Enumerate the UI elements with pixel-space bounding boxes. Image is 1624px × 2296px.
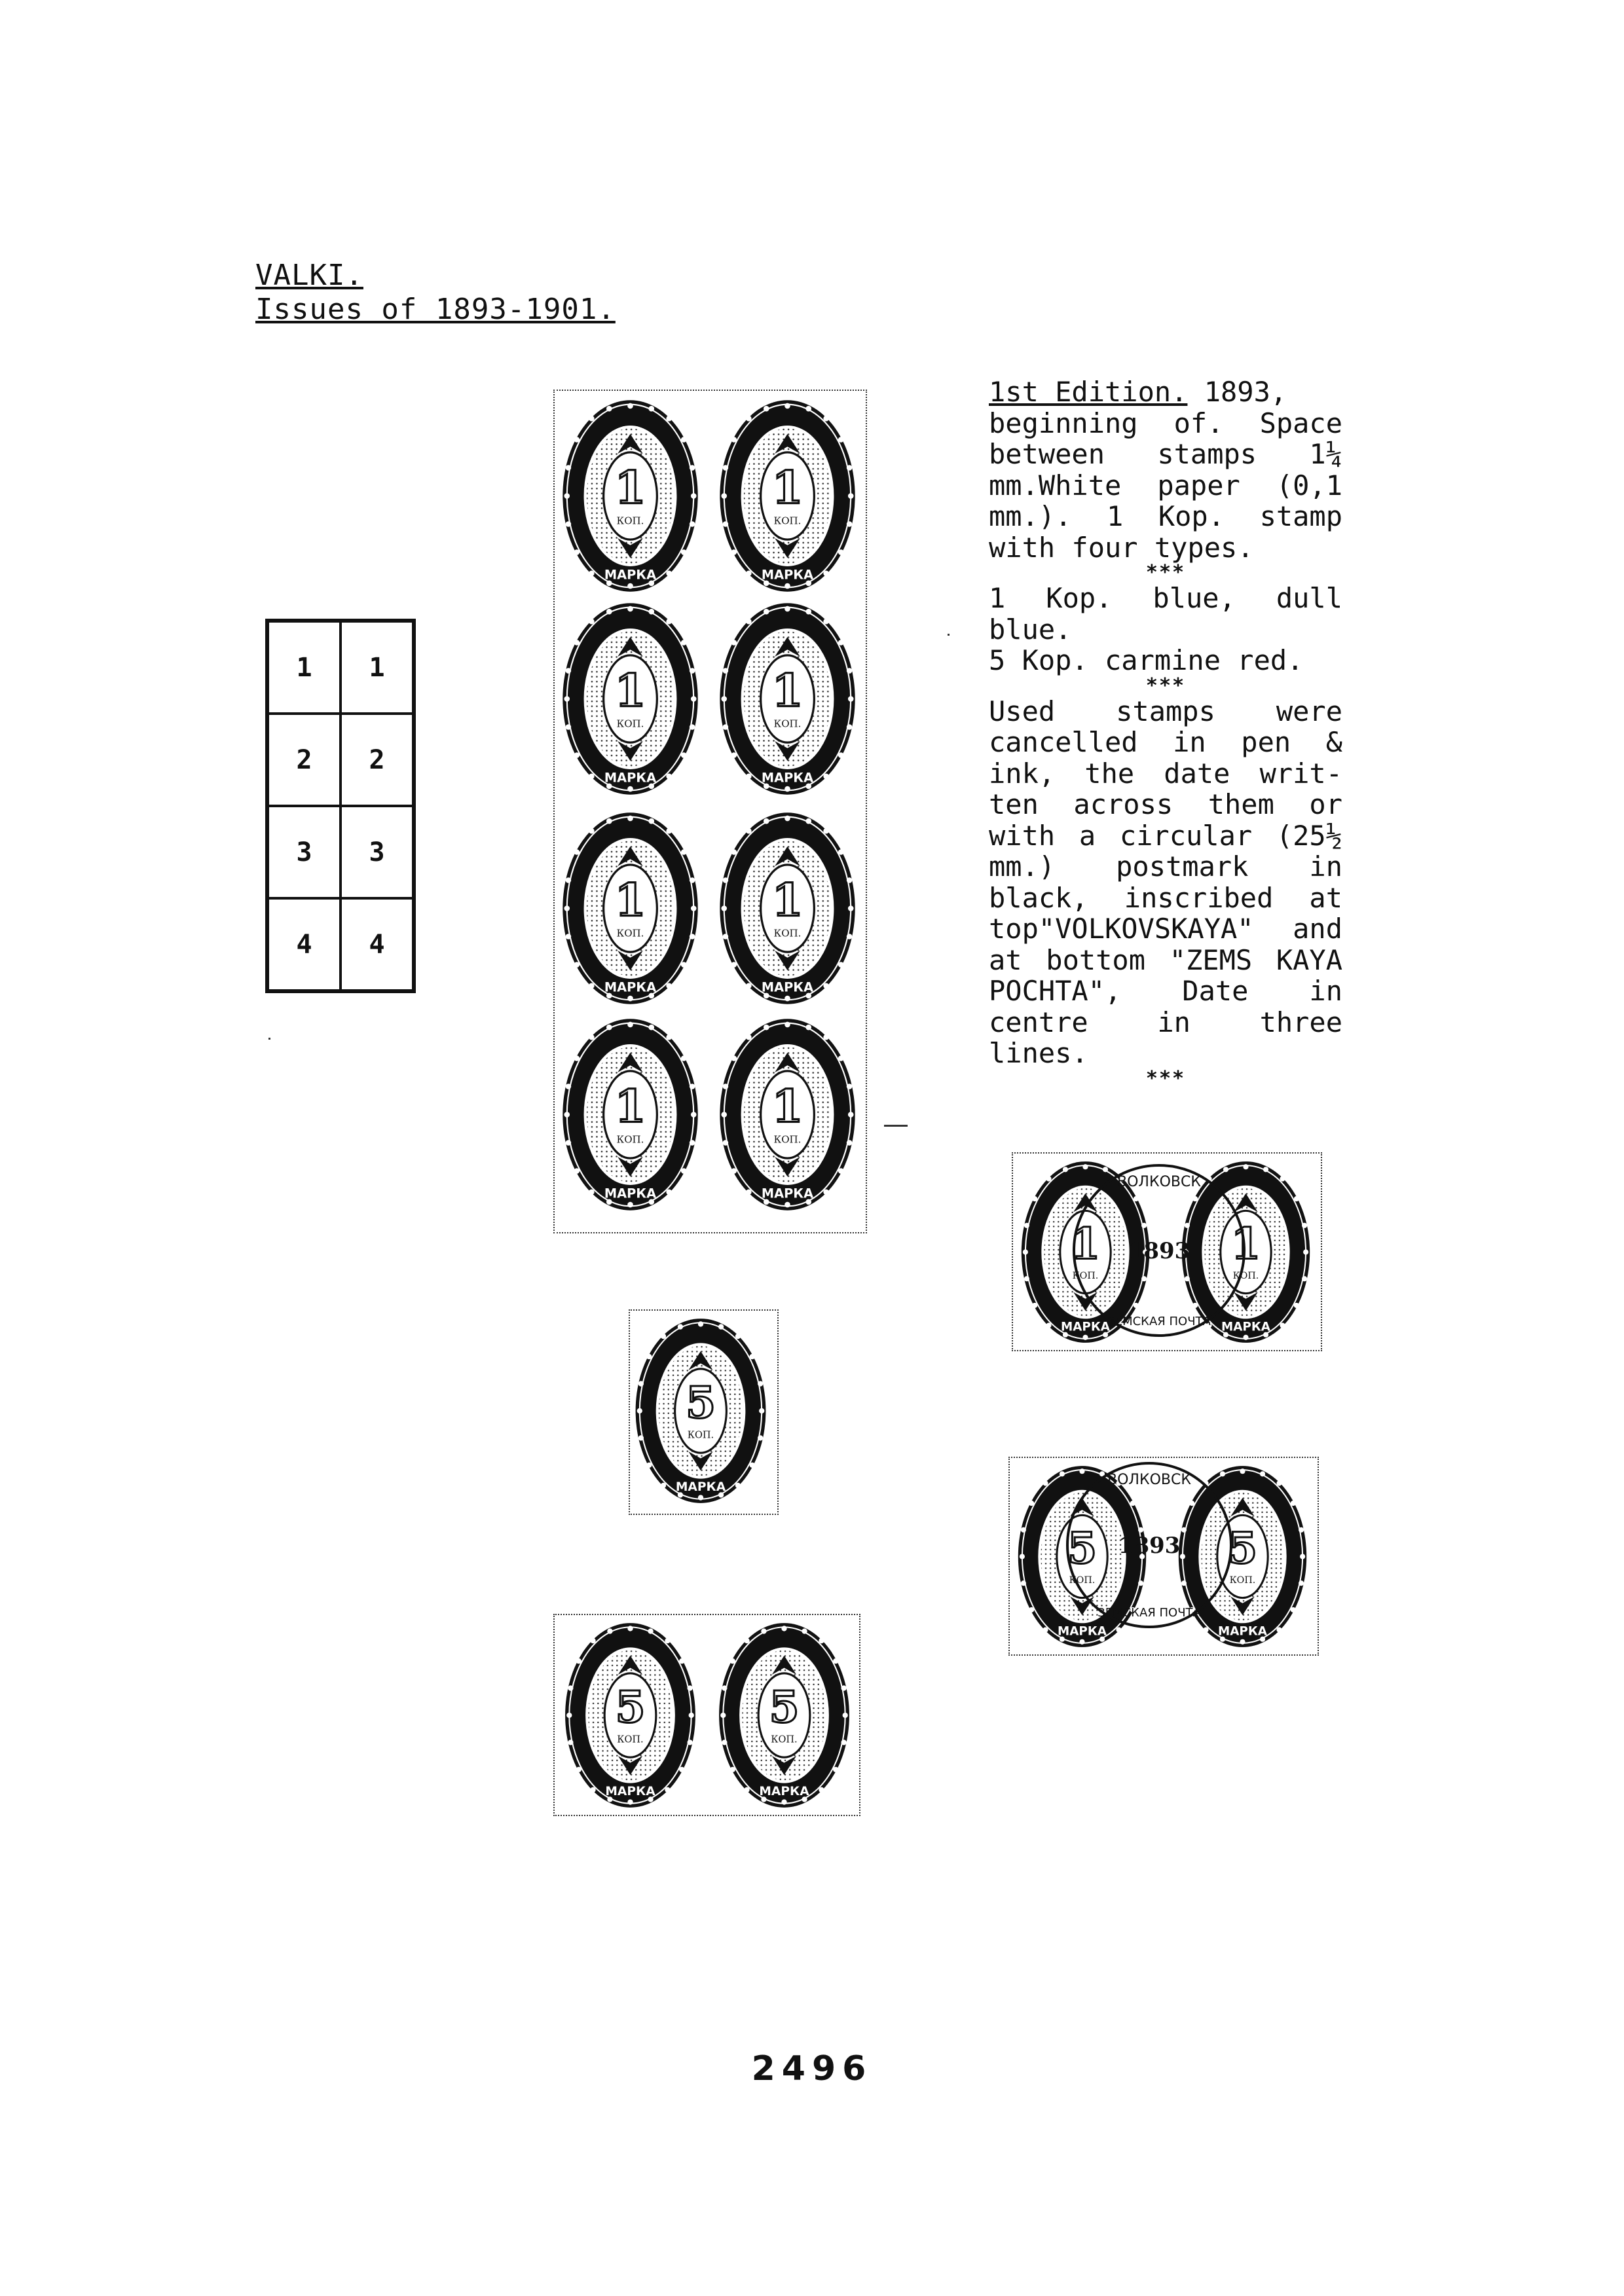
stamp-denomination: КОП. [616, 927, 644, 939]
stamp-numeral: 1 [771, 873, 803, 927]
grid-cell: 1 [268, 621, 341, 714]
stamp-bottom-word: МАРКА [604, 567, 657, 583]
stamp-denomination: КОП. [773, 718, 802, 730]
stamp-bottom-word: МАРКА [604, 979, 657, 995]
stamp-denomination: КОП. [616, 1133, 644, 1146]
separator: *** [1145, 674, 1186, 697]
stamp-denomination: КОП. [773, 515, 802, 527]
stamp-numeral: 1 [614, 461, 646, 515]
grid-cell: 2 [341, 714, 413, 806]
stamp-numeral: 1 [614, 873, 646, 927]
one-kop-stamp [717, 1015, 858, 1214]
edition-heading-line [989, 376, 1342, 408]
stamp-numeral: 1 [614, 664, 646, 718]
colour-line: 1 Kop. blue, dull blue. [989, 582, 1342, 646]
stamp-numeral: 1 [614, 1080, 646, 1133]
stamp-denomination: КОП. [1069, 1575, 1096, 1586]
postmark-year: 1893 [1118, 1533, 1181, 1559]
stamp-bottom-word: МАРКА [605, 1785, 655, 1799]
stamp-bottom-word: МАРКА [1221, 1320, 1270, 1334]
five-kop-stamp [560, 1620, 701, 1810]
stamp-denomination: КОП. [1072, 1271, 1099, 1282]
stamp-numeral: 1 [771, 664, 803, 718]
sheet-position-grid [265, 619, 416, 993]
stamp-denomination: КОП. [617, 1734, 644, 1745]
grid-cell: 3 [341, 806, 413, 898]
postmark-bottom-text: ЗЕМСКАЯ ПОЧТА [1107, 1315, 1211, 1328]
postmark [1061, 1457, 1238, 1633]
postmark-top-text: ВОЛКОВСК [1107, 1472, 1191, 1488]
postmark-bottom-text: ЗЕМСКАЯ ПОЧТА [1098, 1606, 1201, 1620]
stamp-denomination: КОП. [1232, 1271, 1259, 1282]
one-kop-stamp [717, 396, 858, 596]
margin-dash [884, 1125, 908, 1127]
one-kop-stamp [560, 1015, 701, 1214]
stamp-bottom-word: МАРКА [761, 1186, 814, 1201]
grid-cell: 3 [268, 806, 341, 898]
stamp-denomination: КОП. [1229, 1575, 1256, 1586]
stamp-denomination: КОП. [773, 927, 802, 939]
stamp-denomination: КОП. [771, 1734, 798, 1745]
postmark [1067, 1159, 1251, 1342]
edition-paragraph: beginning of. Space between stamps 1¼ mm.White paper (0,1 mm.). 1 Kop. stamp with four types. [989, 407, 1342, 564]
postmark-year: 1893 [1128, 1238, 1190, 1264]
speck [268, 1038, 270, 1040]
postmark-top-text: ВОЛКОВСК [1117, 1174, 1201, 1190]
stamp-bottom-word: МАРКА [761, 567, 814, 583]
colour-line: 5 Kop. carmine red. [989, 644, 1304, 676]
stamp-bottom-word: МАРКА [604, 770, 657, 786]
separator: *** [1145, 1066, 1186, 1090]
stamp-bottom-word: МАРКА [1218, 1624, 1267, 1639]
edition-title: 1st Edition. [989, 376, 1188, 408]
stamp-bottom-word: МАРКА [761, 770, 814, 786]
stamp-numeral: 1 [771, 461, 803, 515]
page-number: 2496 [751, 2049, 873, 2088]
one-kop-stamp [560, 809, 701, 1008]
stamp-numeral: 5 [615, 1681, 646, 1733]
stamp-denomination: КОП. [773, 1133, 802, 1146]
stamp-numeral: 5 [1227, 1523, 1258, 1574]
stamp-denomination: КОП. [616, 515, 644, 527]
one-kop-stamp [560, 396, 701, 596]
cancellation-paragraph: Used stamps were cancelled in pen & ink, the date writ- ten across them or with a circular (25½ mm.) postmark in black, inscribed at top"VOLKOVSKAYA" and at bottom "ZEMS KAYA POCHTA", Date in centre in three lines. [989, 695, 1342, 1069]
stamp-bottom-word: МАРКА [604, 1186, 657, 1201]
stamp-numeral: 1 [1230, 1219, 1261, 1269]
page-subtitle: Issues of 1893-1901. [255, 293, 616, 326]
five-kop-stamp [632, 1316, 769, 1506]
stamp-numeral: 5 [769, 1681, 800, 1733]
stamp-numeral: 1 [1070, 1219, 1101, 1269]
stamp-numeral: 5 [1067, 1523, 1098, 1574]
stamp-numeral: 1 [771, 1080, 803, 1133]
grid-cell: 4 [268, 898, 341, 991]
stamp-bottom-word: МАРКА [759, 1785, 809, 1799]
stamp-denomination: КОП. [616, 718, 644, 730]
separator: *** [1145, 561, 1186, 584]
speck [948, 634, 950, 636]
stamp-numeral: 5 [685, 1377, 716, 1429]
one-kop-stamp [560, 599, 701, 799]
stamp-bottom-word: МАРКА [1058, 1624, 1107, 1639]
stamp-bottom-word: МАРКА [675, 1480, 726, 1495]
five-kop-stamp [714, 1620, 855, 1810]
stamp-bottom-word: МАРКА [1061, 1320, 1110, 1334]
grid-cell: 4 [341, 898, 413, 991]
one-kop-stamp [717, 809, 858, 1008]
grid-cell: 2 [268, 714, 341, 806]
one-kop-stamp [717, 599, 858, 799]
stamp-denomination: КОП. [687, 1430, 714, 1441]
grid-cell: 1 [341, 621, 413, 714]
page-title: VALKI. [255, 259, 363, 292]
edition-year: 1893, [1187, 376, 1287, 408]
edition-description [989, 376, 1342, 1089]
stamp-bottom-word: МАРКА [761, 979, 814, 995]
